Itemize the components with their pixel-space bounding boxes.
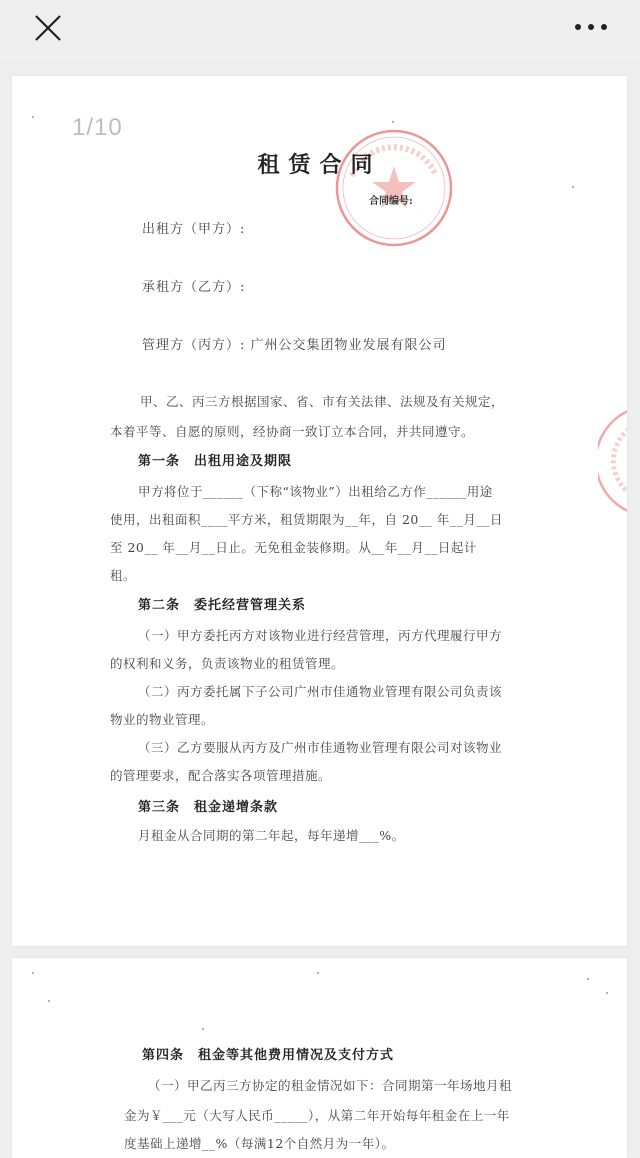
party-b-line: 承租方（乙方）: [142,280,246,295]
article-2-line-3: （二）丙方委托属下子公司广州市佳通物业管理有限公司负责该 [138,684,503,699]
article-3-heading: 第三条 租金递增条款 [138,800,279,815]
scan-speck [317,972,319,974]
document-title: 租赁合同 [257,152,382,178]
article-1-line-2: 使用，出租面积____平方米，租赁期限为__年，自 20__ 年__月__日 [110,512,503,527]
intro-line-2: 本着平等、自愿的原则，经协商一致订立本合同，并共同遵守。 [110,424,475,439]
close-icon [28,10,68,50]
more-icon [566,12,616,42]
article-4-heading: 第四条 租金等其他费用情况及支付方式 [142,1048,395,1063]
scan-speck [392,121,394,123]
scan-speck [587,978,589,980]
page-counter: 1/10 [72,114,123,141]
article-2-line-5: （三）乙方要服从丙方及广州市佳通物业管理有限公司对该物业 [138,740,503,755]
article-1-line-3: 至 20__ 年__月__日止。无免租金装修期。从__年__月__日起计 [110,540,477,555]
article-4-line-3: 度基础上递增__%（每满12个自然月为一年）。 [124,1136,395,1151]
article-4-line-2: 金为￥___元（大写人民币_____），从第二年开始每年租金在上一年 [124,1108,510,1123]
company-seal [332,126,456,250]
article-2-line-2: 的权利和义务，负责该物业的租赁管理。 [110,656,345,671]
viewer-top-bar [0,0,640,62]
article-2-line-4: 物业的物业管理。 [110,712,215,727]
article-1-line-4: 租。 [110,568,137,583]
scan-speck [572,186,574,188]
scan-speck [32,972,34,974]
article-3-line-1: 月租金从合同期的第二年起，每年递增___%。 [138,828,405,843]
seal-partial-edge [598,406,627,516]
contract-number-label: 合同编号: [369,196,413,207]
document-page-1[interactable] [12,76,627,946]
article-2-line-1: （一）甲方委托丙方对该物业进行经营管理，丙方代理履行甲方 [138,628,503,643]
article-1-heading: 第一条 出租用途及期限 [138,454,293,469]
party-a-line: 出租方（甲方）: [142,222,246,237]
scan-speck [32,116,34,118]
article-1-line-1: 甲方将位于______（下称“该物业”）出租给乙方作______用途 [138,484,493,499]
intro-line-1: 甲、乙、丙三方根据国家、省、市有关法律、法规及有关规定， [140,394,505,409]
scan-speck [202,1028,204,1030]
more-options-button[interactable] [566,12,616,42]
close-button[interactable] [28,10,68,50]
article-2-heading: 第二条 委托经营管理关系 [138,598,307,613]
scan-speck [48,1000,50,1002]
party-c-line: 管理方（丙方）: 广州公交集团物业发展有限公司 [142,338,447,353]
article-4-line-1: （一）甲乙丙三方协定的租金情况如下：合同期第一年场地月租 [148,1078,513,1093]
article-2-line-6: 的管理要求，配合落实各项管理措施。 [110,768,332,783]
scan-speck [606,992,608,994]
document-page-2[interactable] [12,958,627,1158]
